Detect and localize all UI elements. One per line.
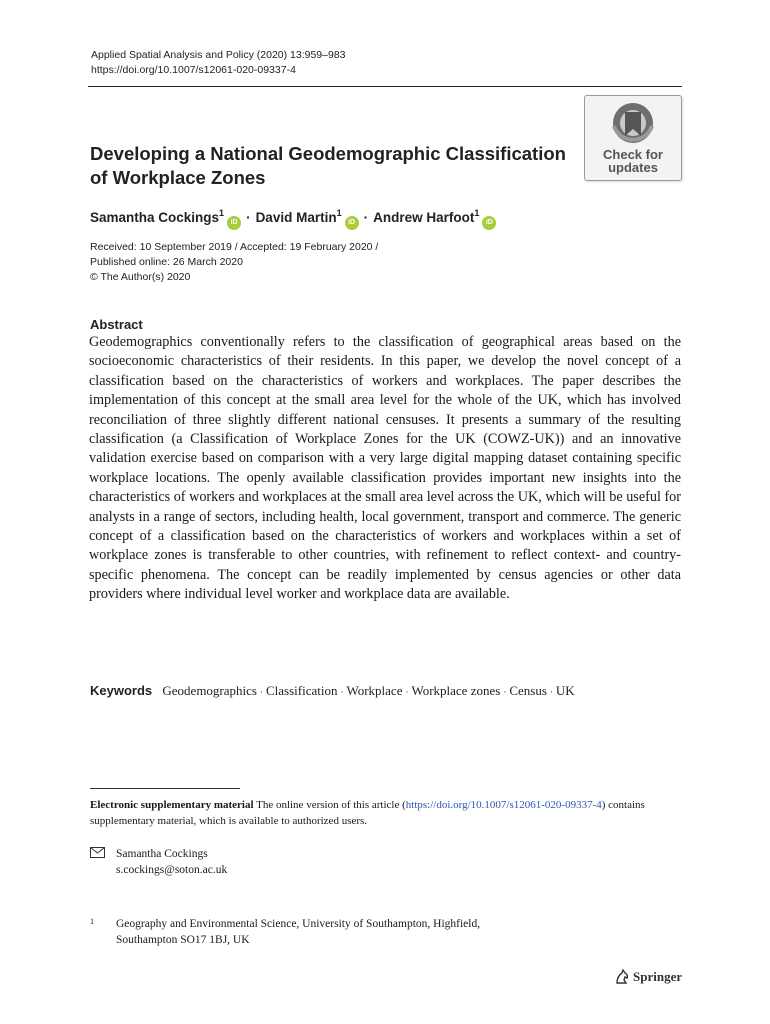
affiliation-line-1: Geography and Environmental Science, University of Southampton, Highfield, <box>116 918 481 930</box>
author-1[interactable] <box>90 210 241 225</box>
keyword-separator: · <box>549 687 553 697</box>
header-rule <box>88 86 682 87</box>
check-for-updates-badge[interactable] <box>584 95 682 181</box>
orcid-icon[interactable]: iD <box>227 216 241 230</box>
supplementary-label: Electronic supplementary material <box>90 799 254 811</box>
keyword: Workplace <box>346 683 403 698</box>
supplementary-doi-link[interactable]: https://doi.org/10.1007/s12061-020-09337-4 <box>405 799 602 811</box>
keyword-separator: · <box>259 687 263 697</box>
abstract-text: Geodemographics conventionally refers to the classification of geographical areas based on the socioeconomic characteristics of their residents. In this paper, we develop the novel concept of a classification based on the characteristics of workers and workplaces. The paper describes the implementation of this concept at the small area level for the whole of the UK, which has involved reconciliation of three slightly different national censuses. It presents a summary of the resulting classification (a Classification of Workplace Zones for the UK (COWZ-UK)) and an innovative validation exercise based on comparison with a very large digital mapping dataset containing specific workplace locations. The openly available classification provides important new insights into the characteristics of workers and workplaces at the small area level across the UK, which will be useful for analysts in a range of sectors, including health, local government, transport and commerce. The generic concept of a classification based on the characteristics of workers and workplaces within a set of workplace zones is transferable to other countries, with refinement to reflect context- and country-specific phenomena. The concept can be readily implemented by census agencies or other data providers where individual level worker and workplace data are available. <box>89 334 681 603</box>
keywords <box>90 683 575 699</box>
copyright: © The Author(s) 2020 <box>90 271 191 283</box>
springer-horse-icon <box>614 969 630 985</box>
keyword: UK <box>555 683 575 698</box>
affiliation-line-2: Southampton SO17 1BJ, UK <box>116 934 250 946</box>
badge-line-1: Check for <box>603 147 663 162</box>
keyword: Census <box>509 683 547 698</box>
keyword-separator: · <box>503 687 507 697</box>
affiliation-marker: 1 <box>219 208 225 218</box>
doi-link[interactable]: https://doi.org/10.1007/s12061-020-09337-4 <box>91 64 296 76</box>
keyword: Geodemographics <box>162 683 257 698</box>
title-line-2: of Workplace Zones <box>90 167 266 188</box>
keyword-separator: · <box>405 687 409 697</box>
keyword: Workplace zones <box>411 683 501 698</box>
publisher-name: Springer <box>633 969 683 984</box>
keywords-label: Keywords <box>90 683 153 698</box>
author-name: Samantha Cockings <box>90 210 220 225</box>
affiliation-marker: 1 <box>336 208 342 218</box>
journal-citation: Applied Spatial Analysis and Policy (2020) 13:959–983 <box>91 49 346 61</box>
abstract-heading: Abstract <box>90 317 143 332</box>
badge-label <box>585 148 681 174</box>
contact-email[interactable]: s.cockings@soton.ac.uk <box>116 864 228 876</box>
keyword-separator: · <box>340 687 344 697</box>
author-name: Andrew Harfoot <box>373 210 475 225</box>
author-list <box>90 210 496 230</box>
affiliation-number: 1 <box>90 917 94 926</box>
author-name: David Martin <box>255 210 337 225</box>
footnote-rule <box>90 788 240 789</box>
author-2[interactable] <box>256 210 359 225</box>
article-history <box>90 240 378 285</box>
contact-name: Samantha Cockings <box>116 848 208 860</box>
publisher-logo <box>614 969 682 985</box>
supplementary-text-after: ) contains supplementary material, which is available to authorized users. <box>90 799 645 827</box>
crossmark-icon <box>585 96 681 148</box>
orcid-icon[interactable]: iD <box>482 216 496 230</box>
author-separator: · <box>363 210 369 225</box>
received-accepted: Received: 10 September 2019 / Accepted: 19 February 2020 / <box>90 241 379 253</box>
affiliation-marker: 1 <box>474 208 480 218</box>
supplementary-text-before: The online version of this article ( <box>253 799 406 811</box>
envelope-icon <box>90 847 105 858</box>
keyword: Classification <box>265 683 338 698</box>
title-line-1: Developing a National Geodemographic Classification <box>90 143 566 164</box>
journal-header <box>91 48 346 78</box>
author-separator: · <box>246 210 251 225</box>
article-title <box>90 142 580 190</box>
published-online: Published online: 26 March 2020 <box>90 256 243 268</box>
badge-line-2: updates <box>608 160 658 175</box>
author-3[interactable] <box>373 210 496 225</box>
orcid-icon[interactable]: iD <box>345 216 359 230</box>
supplementary-material-note <box>90 797 682 829</box>
